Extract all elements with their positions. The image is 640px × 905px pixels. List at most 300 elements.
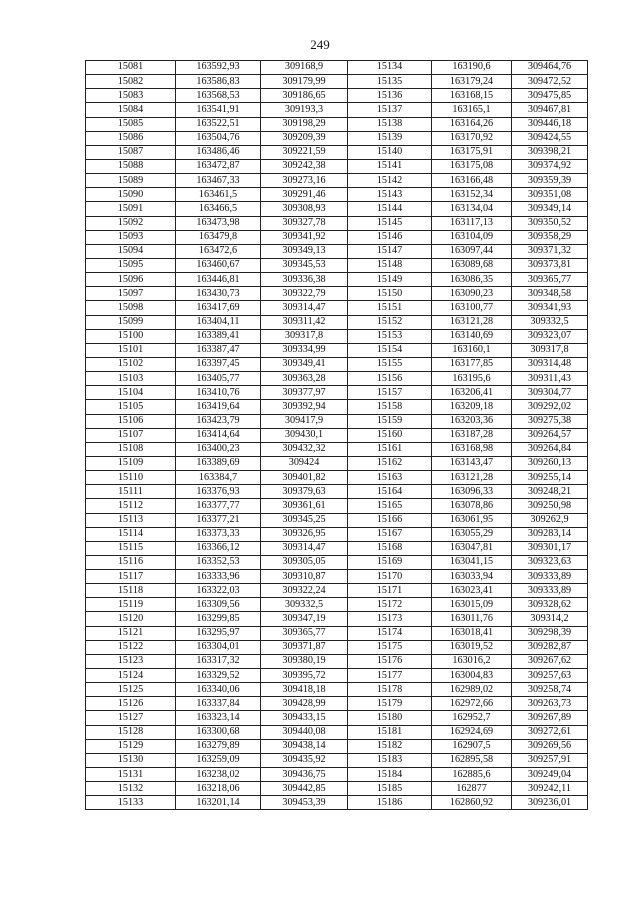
y-coordinate-cell: 309365,77 [512, 273, 588, 287]
y-coordinate-cell: 309464,76 [512, 61, 588, 75]
x-coordinate-cell: 163177,85 [432, 357, 512, 371]
point-number-cell: 15108 [86, 442, 176, 456]
x-coordinate-cell: 163168,15 [432, 89, 512, 103]
x-coordinate-cell: 163170,92 [432, 131, 512, 145]
point-number-cell: 15110 [86, 471, 176, 485]
x-coordinate-cell: 163015,09 [432, 598, 512, 612]
point-number-cell: 15171 [348, 584, 432, 598]
y-coordinate-cell: 309424 [261, 456, 348, 470]
table-row [86, 89, 588, 103]
table-row [86, 386, 588, 400]
x-coordinate-cell: 163419,64 [176, 400, 261, 414]
point-number-cell: 15149 [348, 273, 432, 287]
table-row [86, 640, 588, 654]
y-coordinate-cell: 309298,39 [512, 626, 588, 640]
x-coordinate-cell: 163384,7 [176, 471, 261, 485]
x-coordinate-cell: 163117,13 [432, 216, 512, 230]
point-number-cell: 15101 [86, 343, 176, 357]
point-number-cell: 15139 [348, 131, 432, 145]
point-number-cell: 15104 [86, 386, 176, 400]
x-coordinate-cell: 163134,04 [432, 202, 512, 216]
y-coordinate-cell: 309347,19 [261, 612, 348, 626]
point-number-cell: 15106 [86, 414, 176, 428]
y-coordinate-cell: 309435,92 [261, 753, 348, 767]
x-coordinate-cell: 163377,21 [176, 513, 261, 527]
point-number-cell: 15141 [348, 159, 432, 173]
x-coordinate-cell: 163041,15 [432, 555, 512, 569]
table-row [86, 400, 588, 414]
point-number-cell: 15168 [348, 541, 432, 555]
y-coordinate-cell: 309314,47 [261, 301, 348, 315]
x-coordinate-cell: 163175,91 [432, 145, 512, 159]
table-row [86, 782, 588, 796]
point-number-cell: 15137 [348, 103, 432, 117]
coordinates-table-body [86, 61, 588, 810]
y-coordinate-cell: 309361,61 [261, 499, 348, 513]
y-coordinate-cell: 309248,21 [512, 485, 588, 499]
table-row [86, 145, 588, 159]
y-coordinate-cell: 309341,93 [512, 301, 588, 315]
y-coordinate-cell: 309442,85 [261, 782, 348, 796]
y-coordinate-cell: 309417,9 [261, 414, 348, 428]
table-row [86, 301, 588, 315]
point-number-cell: 15162 [348, 456, 432, 470]
y-coordinate-cell: 309446,18 [512, 117, 588, 131]
point-number-cell: 15169 [348, 555, 432, 569]
point-number-cell: 15138 [348, 117, 432, 131]
y-coordinate-cell: 309282,87 [512, 640, 588, 654]
point-number-cell: 15115 [86, 541, 176, 555]
x-coordinate-cell: 163414,64 [176, 428, 261, 442]
y-coordinate-cell: 309373,81 [512, 258, 588, 272]
x-coordinate-cell: 163033,94 [432, 570, 512, 584]
x-coordinate-cell: 163209,18 [432, 400, 512, 414]
table-row [86, 75, 588, 89]
x-coordinate-cell: 163460,67 [176, 258, 261, 272]
point-number-cell: 15173 [348, 612, 432, 626]
page-number: 249 [310, 37, 330, 52]
point-number-cell: 15150 [348, 287, 432, 301]
table-row [86, 188, 588, 202]
point-number-cell: 15119 [86, 598, 176, 612]
x-coordinate-cell: 163389,69 [176, 456, 261, 470]
point-number-cell: 15172 [348, 598, 432, 612]
y-coordinate-cell: 309250,98 [512, 499, 588, 513]
table-row [86, 555, 588, 569]
x-coordinate-cell: 163206,41 [432, 386, 512, 400]
table-row [86, 61, 588, 75]
y-coordinate-cell: 309440,08 [261, 725, 348, 739]
x-coordinate-cell: 163430,73 [176, 287, 261, 301]
x-coordinate-cell: 163218,06 [176, 782, 261, 796]
point-number-cell: 15087 [86, 145, 176, 159]
point-number-cell: 15166 [348, 513, 432, 527]
x-coordinate-cell: 162860,92 [432, 796, 512, 810]
x-coordinate-cell: 163089,68 [432, 258, 512, 272]
point-number-cell: 15092 [86, 216, 176, 230]
point-number-cell: 15112 [86, 499, 176, 513]
point-number-cell: 15158 [348, 400, 432, 414]
x-coordinate-cell: 163190,6 [432, 61, 512, 75]
y-coordinate-cell: 309363,28 [261, 372, 348, 386]
point-number-cell: 15096 [86, 273, 176, 287]
point-number-cell: 15090 [86, 188, 176, 202]
point-number-cell: 15164 [348, 485, 432, 499]
y-coordinate-cell: 309242,11 [512, 782, 588, 796]
table-row [86, 584, 588, 598]
point-number-cell: 15153 [348, 329, 432, 343]
point-number-cell: 15102 [86, 357, 176, 371]
x-coordinate-cell: 163152,34 [432, 188, 512, 202]
x-coordinate-cell: 163389,41 [176, 329, 261, 343]
y-coordinate-cell: 309433,15 [261, 711, 348, 725]
y-coordinate-cell: 309317,8 [261, 329, 348, 343]
y-coordinate-cell: 309221,59 [261, 145, 348, 159]
x-coordinate-cell: 163473,98 [176, 216, 261, 230]
table-row [86, 230, 588, 244]
y-coordinate-cell: 309311,43 [512, 372, 588, 386]
point-number-cell: 15128 [86, 725, 176, 739]
x-coordinate-cell: 163333,96 [176, 570, 261, 584]
y-coordinate-cell: 309275,38 [512, 414, 588, 428]
x-coordinate-cell: 163337,84 [176, 697, 261, 711]
x-coordinate-cell: 163164,26 [432, 117, 512, 131]
x-coordinate-cell: 163417,69 [176, 301, 261, 315]
y-coordinate-cell: 309314,47 [261, 541, 348, 555]
y-coordinate-cell: 309260,13 [512, 456, 588, 470]
x-coordinate-cell: 163340,06 [176, 683, 261, 697]
point-number-cell: 15126 [86, 697, 176, 711]
x-coordinate-cell: 163323,14 [176, 711, 261, 725]
y-coordinate-cell: 309236,01 [512, 796, 588, 810]
x-coordinate-cell: 162972,66 [432, 697, 512, 711]
table-row [86, 216, 588, 230]
y-coordinate-cell: 309334,99 [261, 343, 348, 357]
table-row [86, 485, 588, 499]
x-coordinate-cell: 163279,89 [176, 739, 261, 753]
x-coordinate-cell: 163377,77 [176, 499, 261, 513]
point-number-cell: 15105 [86, 400, 176, 414]
x-coordinate-cell: 163168,98 [432, 442, 512, 456]
y-coordinate-cell: 309323,63 [512, 555, 588, 569]
table-row [86, 654, 588, 668]
y-coordinate-cell: 309317,8 [512, 343, 588, 357]
table-row [86, 513, 588, 527]
y-coordinate-cell: 309322,24 [261, 584, 348, 598]
y-coordinate-cell: 309328,62 [512, 598, 588, 612]
y-coordinate-cell: 309345,25 [261, 513, 348, 527]
y-coordinate-cell: 309327,78 [261, 216, 348, 230]
table-row [86, 428, 588, 442]
point-number-cell: 15133 [86, 796, 176, 810]
x-coordinate-cell: 163160,1 [432, 343, 512, 357]
y-coordinate-cell: 309374,92 [512, 159, 588, 173]
x-coordinate-cell: 162989,02 [432, 683, 512, 697]
y-coordinate-cell: 309314,2 [512, 612, 588, 626]
x-coordinate-cell: 163097,44 [432, 244, 512, 258]
y-coordinate-cell: 309257,91 [512, 753, 588, 767]
x-coordinate-cell: 163011,76 [432, 612, 512, 626]
y-coordinate-cell: 309395,72 [261, 669, 348, 683]
table-row [86, 244, 588, 258]
point-number-cell: 15132 [86, 782, 176, 796]
point-number-cell: 15163 [348, 471, 432, 485]
x-coordinate-cell: 163140,69 [432, 329, 512, 343]
point-number-cell: 15098 [86, 301, 176, 315]
x-coordinate-cell: 163004,83 [432, 669, 512, 683]
coordinates-table [85, 60, 588, 810]
y-coordinate-cell: 309359,39 [512, 174, 588, 188]
table-row [86, 499, 588, 513]
x-coordinate-cell: 163366,12 [176, 541, 261, 555]
table-row [86, 669, 588, 683]
y-coordinate-cell: 309336,38 [261, 273, 348, 287]
point-number-cell: 15185 [348, 782, 432, 796]
x-coordinate-cell: 163504,76 [176, 131, 261, 145]
y-coordinate-cell: 309323,07 [512, 329, 588, 343]
x-coordinate-cell: 163299,85 [176, 612, 261, 626]
x-coordinate-cell: 163405,77 [176, 372, 261, 386]
y-coordinate-cell: 309428,99 [261, 697, 348, 711]
x-coordinate-cell: 163121,28 [432, 315, 512, 329]
point-number-cell: 15179 [348, 697, 432, 711]
x-coordinate-cell: 163397,45 [176, 357, 261, 371]
y-coordinate-cell: 309349,41 [261, 357, 348, 371]
x-coordinate-cell: 163592,93 [176, 61, 261, 75]
y-coordinate-cell: 309258,74 [512, 683, 588, 697]
point-number-cell: 15147 [348, 244, 432, 258]
table-row [86, 414, 588, 428]
x-coordinate-cell: 163187,28 [432, 428, 512, 442]
x-coordinate-cell: 163404,11 [176, 315, 261, 329]
point-number-cell: 15136 [348, 89, 432, 103]
y-coordinate-cell: 309269,56 [512, 739, 588, 753]
y-coordinate-cell: 309255,14 [512, 471, 588, 485]
y-coordinate-cell: 309333,89 [512, 584, 588, 598]
point-number-cell: 15165 [348, 499, 432, 513]
y-coordinate-cell: 309311,42 [261, 315, 348, 329]
y-coordinate-cell: 309249,04 [512, 768, 588, 782]
x-coordinate-cell: 163086,35 [432, 273, 512, 287]
x-coordinate-cell: 163061,95 [432, 513, 512, 527]
point-number-cell: 15148 [348, 258, 432, 272]
point-number-cell: 15176 [348, 654, 432, 668]
x-coordinate-cell: 162895,58 [432, 753, 512, 767]
x-coordinate-cell: 163466,5 [176, 202, 261, 216]
x-coordinate-cell: 163078,86 [432, 499, 512, 513]
y-coordinate-cell: 309308,93 [261, 202, 348, 216]
y-coordinate-cell: 309401,82 [261, 471, 348, 485]
table-row [86, 258, 588, 272]
y-coordinate-cell: 309193,3 [261, 103, 348, 117]
point-number-cell: 15175 [348, 640, 432, 654]
point-number-cell: 15120 [86, 612, 176, 626]
x-coordinate-cell: 162952,7 [432, 711, 512, 725]
point-number-cell: 15140 [348, 145, 432, 159]
y-coordinate-cell: 309379,63 [261, 485, 348, 499]
y-coordinate-cell: 309272,61 [512, 725, 588, 739]
y-coordinate-cell: 309380,19 [261, 654, 348, 668]
y-coordinate-cell: 309345,53 [261, 258, 348, 272]
x-coordinate-cell: 163479,8 [176, 230, 261, 244]
point-number-cell: 15088 [86, 159, 176, 173]
y-coordinate-cell: 309332,5 [512, 315, 588, 329]
point-number-cell: 15093 [86, 230, 176, 244]
point-number-cell: 15097 [86, 287, 176, 301]
y-coordinate-cell: 309291,46 [261, 188, 348, 202]
x-coordinate-cell: 163373,33 [176, 527, 261, 541]
y-coordinate-cell: 309398,21 [512, 145, 588, 159]
point-number-cell: 15103 [86, 372, 176, 386]
point-number-cell: 15082 [86, 75, 176, 89]
point-number-cell: 15091 [86, 202, 176, 216]
x-coordinate-cell: 163486,46 [176, 145, 261, 159]
point-number-cell: 15134 [348, 61, 432, 75]
y-coordinate-cell: 309310,87 [261, 570, 348, 584]
y-coordinate-cell: 309349,14 [512, 202, 588, 216]
table-row [86, 626, 588, 640]
point-number-cell: 15160 [348, 428, 432, 442]
x-coordinate-cell: 163259,09 [176, 753, 261, 767]
point-number-cell: 15157 [348, 386, 432, 400]
point-number-cell: 15100 [86, 329, 176, 343]
x-coordinate-cell: 163023,41 [432, 584, 512, 598]
point-number-cell: 15095 [86, 258, 176, 272]
point-number-cell: 15181 [348, 725, 432, 739]
table-row [86, 442, 588, 456]
table-row [86, 796, 588, 810]
x-coordinate-cell: 163165,1 [432, 103, 512, 117]
point-number-cell: 15121 [86, 626, 176, 640]
x-coordinate-cell: 163400,23 [176, 442, 261, 456]
y-coordinate-cell: 309264,57 [512, 428, 588, 442]
table-row [86, 103, 588, 117]
point-number-cell: 15183 [348, 753, 432, 767]
table-row [86, 753, 588, 767]
x-coordinate-cell: 163387,47 [176, 343, 261, 357]
point-number-cell: 15135 [348, 75, 432, 89]
y-coordinate-cell: 309257,63 [512, 669, 588, 683]
table-row [86, 541, 588, 555]
x-coordinate-cell: 163586,83 [176, 75, 261, 89]
point-number-cell: 15167 [348, 527, 432, 541]
x-coordinate-cell: 163179,24 [432, 75, 512, 89]
x-coordinate-cell: 163376,93 [176, 485, 261, 499]
table-row [86, 739, 588, 753]
y-coordinate-cell: 309179,99 [261, 75, 348, 89]
point-number-cell: 15129 [86, 739, 176, 753]
x-coordinate-cell: 163143,47 [432, 456, 512, 470]
point-number-cell: 15125 [86, 683, 176, 697]
x-coordinate-cell: 163100,77 [432, 301, 512, 315]
table-row [86, 527, 588, 541]
y-coordinate-cell: 309349,13 [261, 244, 348, 258]
y-coordinate-cell: 309358,29 [512, 230, 588, 244]
table-row [86, 202, 588, 216]
x-coordinate-cell: 163195,6 [432, 372, 512, 386]
point-number-cell: 15111 [86, 485, 176, 499]
y-coordinate-cell: 309438,14 [261, 739, 348, 753]
x-coordinate-cell: 163423,79 [176, 414, 261, 428]
point-number-cell: 15117 [86, 570, 176, 584]
table-row [86, 273, 588, 287]
y-coordinate-cell: 309168,9 [261, 61, 348, 75]
y-coordinate-cell: 309326,95 [261, 527, 348, 541]
y-coordinate-cell: 309351,08 [512, 188, 588, 202]
point-number-cell: 15177 [348, 669, 432, 683]
x-coordinate-cell: 162907,5 [432, 739, 512, 753]
point-number-cell: 15145 [348, 216, 432, 230]
point-number-cell: 15124 [86, 669, 176, 683]
point-number-cell: 15089 [86, 174, 176, 188]
y-coordinate-cell: 309365,77 [261, 626, 348, 640]
x-coordinate-cell: 163295,97 [176, 626, 261, 640]
point-number-cell: 15154 [348, 343, 432, 357]
x-coordinate-cell: 163472,87 [176, 159, 261, 173]
y-coordinate-cell: 309418,18 [261, 683, 348, 697]
y-coordinate-cell: 309262,9 [512, 513, 588, 527]
point-number-cell: 15151 [348, 301, 432, 315]
y-coordinate-cell: 309186,65 [261, 89, 348, 103]
point-number-cell: 15174 [348, 626, 432, 640]
table-row [86, 174, 588, 188]
y-coordinate-cell: 309350,52 [512, 216, 588, 230]
point-number-cell: 15123 [86, 654, 176, 668]
table-row [86, 471, 588, 485]
y-coordinate-cell: 309453,39 [261, 796, 348, 810]
y-coordinate-cell: 309267,89 [512, 711, 588, 725]
y-coordinate-cell: 309264,84 [512, 442, 588, 456]
point-number-cell: 15159 [348, 414, 432, 428]
y-coordinate-cell: 309424,55 [512, 131, 588, 145]
point-number-cell: 15086 [86, 131, 176, 145]
point-number-cell: 15109 [86, 456, 176, 470]
y-coordinate-cell: 309198,29 [261, 117, 348, 131]
table-row [86, 287, 588, 301]
y-coordinate-cell: 309263,73 [512, 697, 588, 711]
x-coordinate-cell: 163019,52 [432, 640, 512, 654]
x-coordinate-cell: 162924,69 [432, 725, 512, 739]
point-number-cell: 15083 [86, 89, 176, 103]
x-coordinate-cell: 163166,48 [432, 174, 512, 188]
y-coordinate-cell: 309322,79 [261, 287, 348, 301]
point-number-cell: 15184 [348, 768, 432, 782]
point-number-cell: 15130 [86, 753, 176, 767]
x-coordinate-cell: 163472,6 [176, 244, 261, 258]
point-number-cell: 15113 [86, 513, 176, 527]
y-coordinate-cell: 309371,87 [261, 640, 348, 654]
table-row [86, 683, 588, 697]
y-coordinate-cell: 309332,5 [261, 598, 348, 612]
table-row [86, 725, 588, 739]
table-row [86, 372, 588, 386]
table-row [86, 612, 588, 626]
point-number-cell: 15186 [348, 796, 432, 810]
point-number-cell: 15107 [86, 428, 176, 442]
x-coordinate-cell: 163522,51 [176, 117, 261, 131]
y-coordinate-cell: 309377,97 [261, 386, 348, 400]
x-coordinate-cell: 163467,33 [176, 174, 261, 188]
y-coordinate-cell: 309333,89 [512, 570, 588, 584]
point-number-cell: 15143 [348, 188, 432, 202]
point-number-cell: 15182 [348, 739, 432, 753]
x-coordinate-cell: 163352,53 [176, 555, 261, 569]
point-number-cell: 15114 [86, 527, 176, 541]
table-row [86, 456, 588, 470]
x-coordinate-cell: 163096,33 [432, 485, 512, 499]
table-row [86, 697, 588, 711]
x-coordinate-cell: 163047,81 [432, 541, 512, 555]
